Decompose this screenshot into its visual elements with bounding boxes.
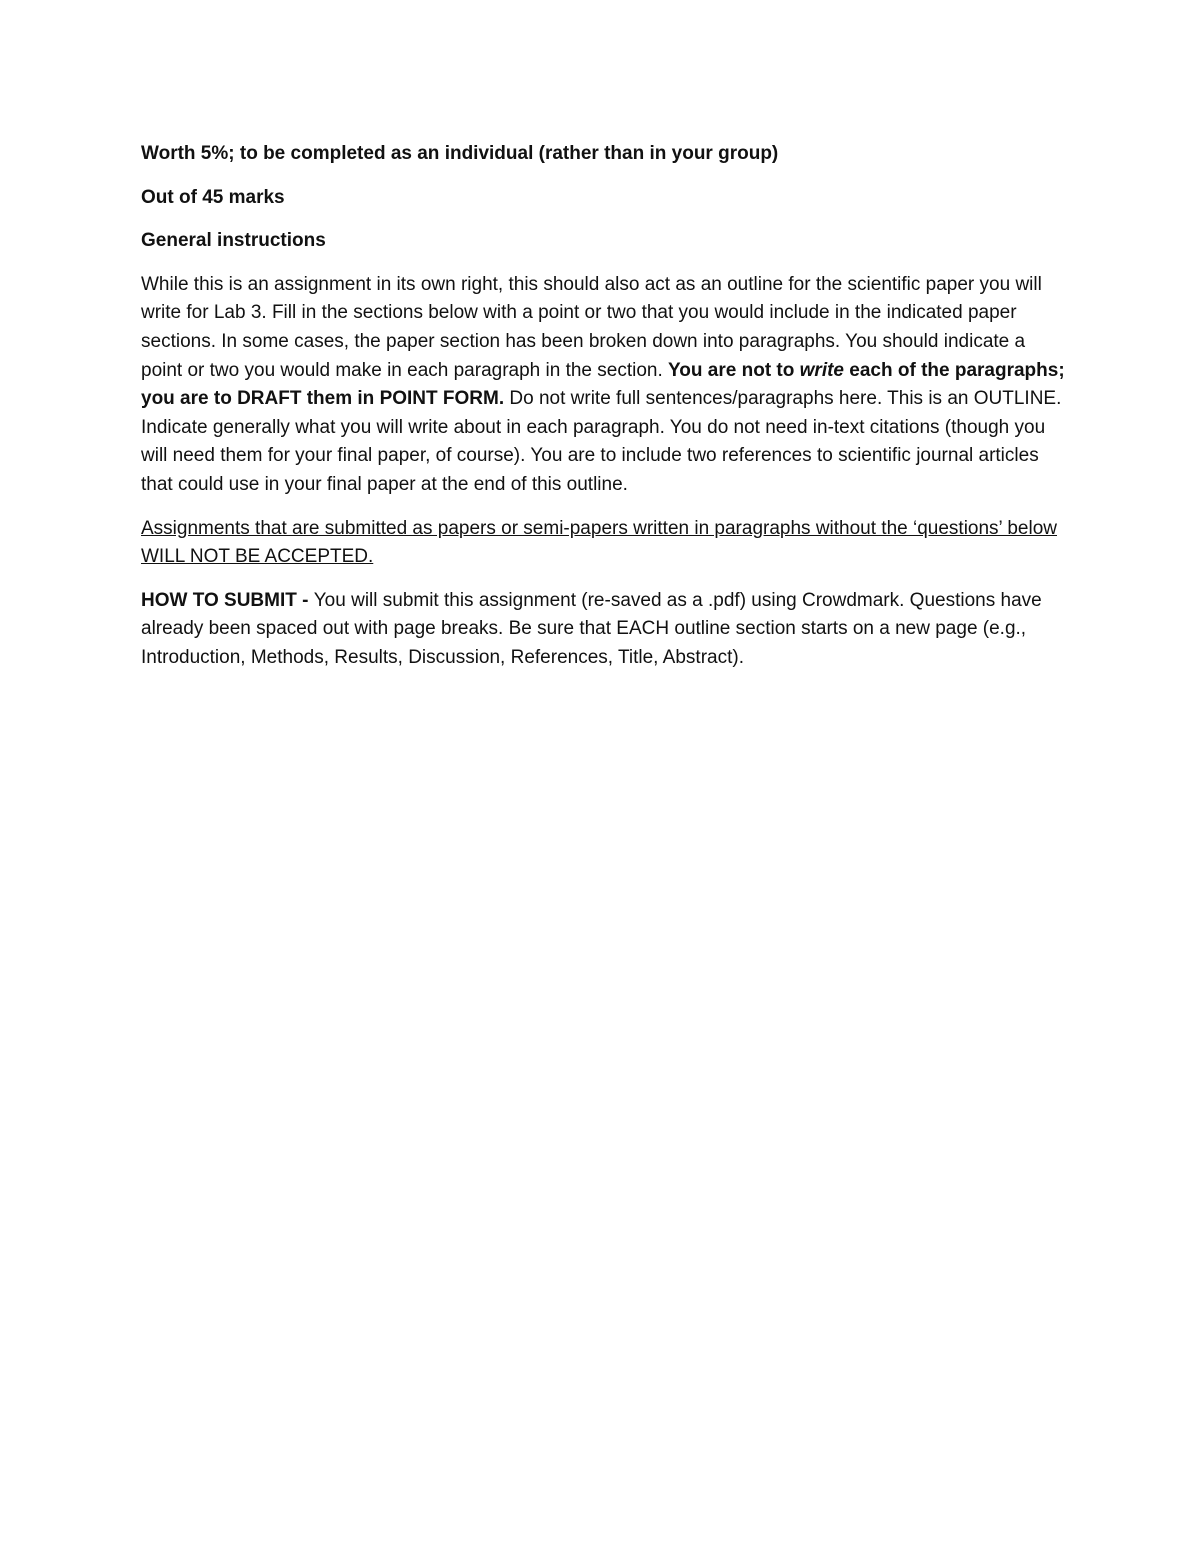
instructions-bold-b: each of the paragraphs; you are to DRAFT them in POINT FORM.	[141, 359, 1065, 410]
instructions-bold-italic	[800, 360, 844, 381]
worth-line: Worth 5%; to be completed as an individual (rather than in your group)	[141, 143, 779, 164]
instructions-text-b: Do not write full sentences/paragraphs here. This is an OUTLINE. Indicate generally what you will write about in each paragraph. You do not need in-text citations (though you will need them for your final paper, of course). You are to include two references to scientific journal articles that could use in your final paper at the end of this outline.	[141, 388, 1062, 495]
instructions-paragraph	[141, 271, 1071, 500]
general-instructions-heading: General instructions	[141, 230, 326, 252]
marks-line: Out of 45 marks	[141, 186, 285, 208]
document-content	[141, 140, 1071, 688]
instructions-italic-write: write	[799, 359, 844, 381]
submit-text: You will submit this assignment (re-saved as a .pdf) using Crowdmark. Questions have already been spaced out with page breaks. Be sure that EACH outline section starts on a new page (e.g., Introduction, Methods, Results, Discussion, References, Title, Abstract).	[141, 589, 1042, 668]
instructions-text-a: While this is an assignment in its own right, this should also act as an outline for the scientific paper you will write for Lab 3. Fill in the sections below with a point or two that you would include in the indicated paper sections. In some cases, the paper section has been broken down into paragraphs. You should indicate a point or two you would make in each paragraph in the section.	[141, 273, 1042, 381]
instructions-bold-a: You are not to	[668, 359, 800, 381]
submit-label: HOW TO SUBMIT -	[141, 589, 314, 611]
warning-paragraph: Assignments that are submitted as papers or semi-papers written in paragraphs without the ‘questions’ below WILL NOT BE ACCEPTED.	[141, 517, 1057, 568]
submit-paragraph	[141, 587, 1071, 673]
